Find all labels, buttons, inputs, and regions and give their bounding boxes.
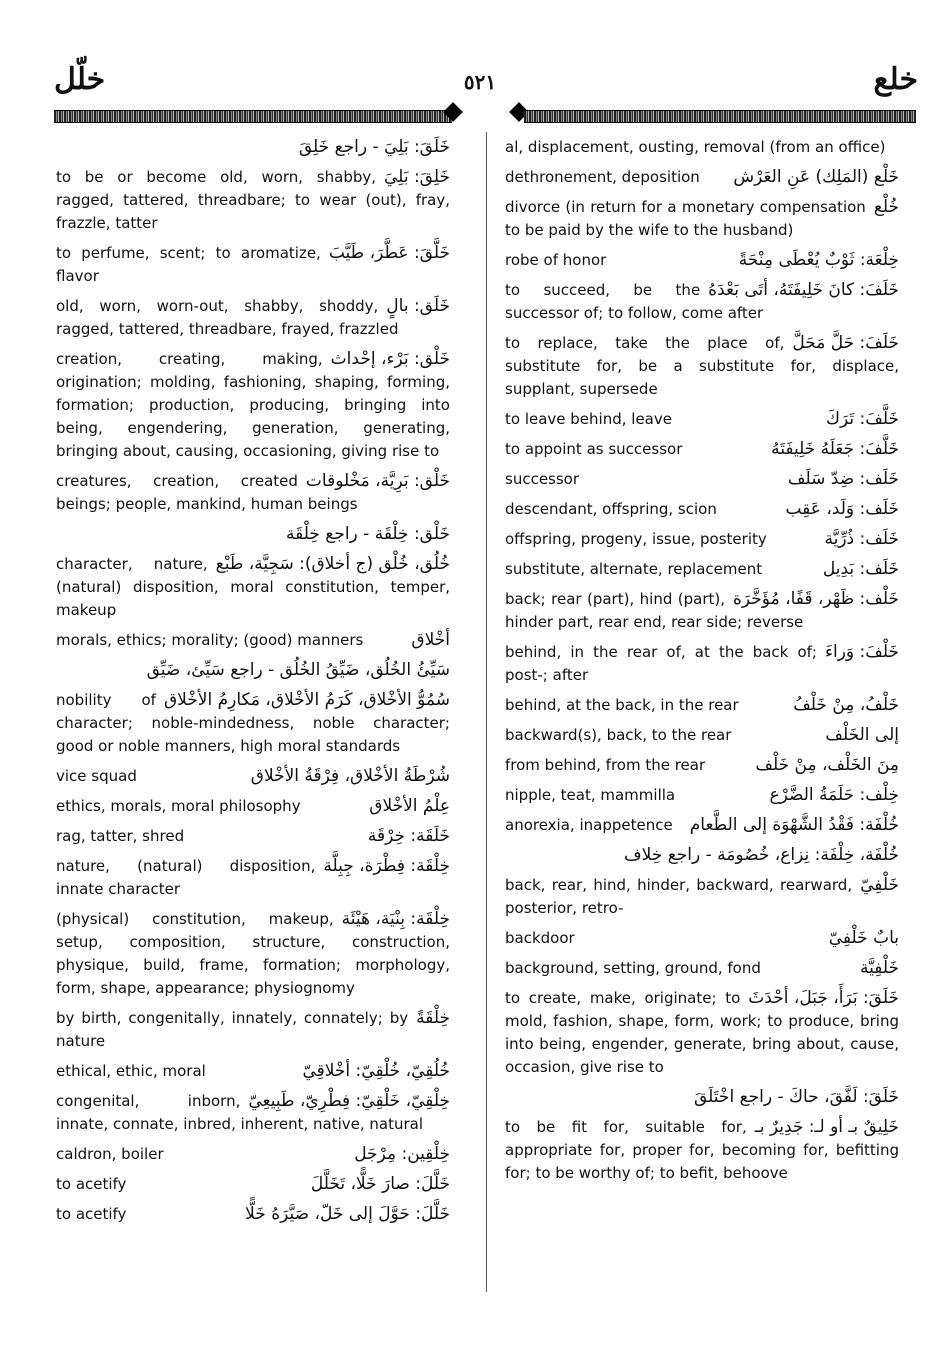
- dictionary-entry: [56, 295, 450, 341]
- english-definition: vice squad: [56, 767, 137, 785]
- dictionary-entry: [56, 553, 450, 622]
- dictionary-entry: [505, 784, 899, 807]
- dictionary-entry: [505, 927, 899, 950]
- english-definition: background, setting, ground, fond: [505, 959, 761, 977]
- arabic-headword: خَلَف: وَلَد، عَقِب: [785, 499, 899, 519]
- dictionary-entry: [56, 855, 450, 901]
- english-definition: to perfume, scent; to aromatize, flavor: [56, 244, 321, 285]
- header-rule-right: [524, 110, 916, 123]
- dictionary-entry: [56, 689, 450, 758]
- english-definition: to leave behind, leave: [505, 410, 672, 428]
- arabic-headword: خِلْقِيّ، خَلْقِيّ: فِطْرِيّ، طَبِيعِيّ: [248, 1091, 450, 1111]
- left-column: [56, 136, 450, 1233]
- dictionary-entry: [505, 468, 899, 491]
- dictionary-entry: [56, 470, 450, 516]
- dictionary-entry: [56, 908, 450, 1000]
- english-definition: backdoor: [505, 929, 575, 947]
- english-definition: rag, tatter, shred: [56, 827, 185, 845]
- arabic-headword: خَلْق: بَرِيَّة، مَخْلوقات: [305, 471, 450, 491]
- english-definition: back; rear (part), hind (part), hinder part, rear end, rear side; reverse: [505, 590, 804, 631]
- dictionary-entry: [505, 249, 899, 272]
- english-definition: to create, make, originate; to mold, fashion, shape, form, work; to produce, bring into being, engender, generate, bring about, cause, occasion, give rise to: [505, 989, 899, 1076]
- guide-word-right: خلع: [873, 62, 918, 97]
- dictionary-entry: [56, 1143, 450, 1166]
- english-definition: descendant, offspring, scion: [505, 500, 717, 518]
- arabic-headword: خَلَّفَ: تَرَكَ: [826, 409, 899, 429]
- arabic-headword: خَلْق: خِلْقَة - راجع خِلْقَة: [286, 524, 450, 544]
- arabic-headword: بابٌ خَلْفِيّ: [828, 928, 899, 948]
- arabic-headword: خَلَّفَ: جَعَلَهُ خَلِيفَتَهُ: [771, 439, 899, 459]
- english-definition: to replace, take the place of, substitute for, be a substitute for, displace, supplant, supersede: [505, 334, 899, 398]
- arabic-headword: خَلَق: بالٍ: [386, 296, 450, 316]
- english-definition: robe of honor: [505, 251, 607, 269]
- arabic-headword: خَلَفَ: حَلَّ مَحَلَّ: [792, 333, 899, 353]
- arabic-headword: خَلَقَة: خِرْقَة: [367, 826, 450, 846]
- dictionary-entry: [56, 1060, 450, 1083]
- arabic-headword: سُمُوُّ الأخْلاق، كَرَمُ الأخْلاق، مَكارِمُ الأخْلاق: [163, 690, 450, 710]
- dictionary-entry: [505, 166, 899, 189]
- right-column: [505, 136, 899, 1192]
- english-definition: offspring, progeny, issue, posterity: [505, 530, 767, 548]
- arabic-headword: سَيِّئُ الخُلُق، ضَيِّقُ الخُلُق - راجع سَيِّئ، ضَيِّق: [146, 660, 450, 680]
- arabic-headword: عِلْمُ الأخْلاق: [369, 796, 450, 816]
- english-definition: dethronement, deposition: [505, 168, 700, 186]
- english-definition: old, worn, worn-out, shabby, shoddy, ragged, tattered, threadbare, frayed, frazzled: [56, 297, 399, 338]
- dictionary-entry: [56, 136, 450, 159]
- dictionary-entry: [505, 724, 899, 747]
- dictionary-entry: [505, 498, 899, 521]
- dictionary-entry: [505, 558, 899, 581]
- arabic-headword: خَلْفِيّ: [860, 875, 899, 895]
- dictionary-entry: [505, 196, 899, 242]
- dictionary-entry: [505, 844, 899, 867]
- arabic-headword: إلى الخَلْف: [825, 725, 899, 745]
- arabic-headword: خَلَقَ: بَرَأَ، جَبَلَ، أحْدَثَ: [748, 988, 899, 1008]
- arabic-headword: خُلْفَة، خِلْفَة: نِزاع، خُصُومَة - راجع خِلاف: [624, 845, 899, 865]
- arabic-headword: خَلَف: ضِدّ سَلَف: [787, 469, 899, 489]
- english-definition: morals, ethics; morality; (good) manners: [56, 631, 364, 649]
- arabic-headword: خِلْقِين: مِرْجَل: [354, 1144, 450, 1164]
- dictionary-entry: [505, 957, 899, 980]
- dictionary-entry: [505, 438, 899, 461]
- page-number: ٥٢١: [463, 70, 497, 94]
- english-definition: (physical) constitution, makeup, setup, composition, structure, construction, physique, build, frame, formation; morphology, form, shape, appearance; physiognomy: [56, 910, 450, 997]
- header-rule-left: [54, 110, 452, 123]
- english-definition: backward(s), back, to the rear: [505, 726, 732, 744]
- dictionary-entry: [56, 242, 450, 288]
- arabic-headword: أخْلاق: [411, 630, 450, 650]
- arabic-headword: خُلُقِيّ، خُلْقِيّ: أخْلاقِيّ: [302, 1061, 450, 1081]
- dictionary-entry: [56, 629, 450, 652]
- english-definition: substitute, alternate, replacement: [505, 560, 763, 578]
- dictionary-entry: [505, 754, 899, 777]
- arabic-headword: خَلَف: ذُرِّيَّة: [824, 529, 899, 549]
- arabic-headword: خِلْف: حَلَمَةُ الضَّرْع: [769, 785, 899, 805]
- english-definition: to acetify: [56, 1205, 127, 1223]
- english-definition: anorexia, inappetence: [505, 816, 673, 834]
- english-definition: divorce (in return for a monetary compensation to be paid by the wife to the husband): [505, 198, 866, 239]
- dictionary-entry: [56, 1090, 450, 1136]
- dictionary-entry: [505, 694, 899, 717]
- english-definition: al, displacement, ousting, removal (from an office): [505, 138, 886, 156]
- english-definition: creation, creating, making, origination; molding, fashioning, shaping, forming, formation; production, producing, bringing into being, engendering, generation, generating, bringing about, causing, occasioning, giving rise to: [56, 350, 450, 460]
- arabic-headword: خَلْفُ، مِنْ خَلْفُ: [793, 695, 899, 715]
- arabic-headword: خِلْقَةً: [416, 1008, 450, 1028]
- english-definition: ethical, ethic, moral: [56, 1062, 206, 1080]
- english-definition: to succeed, be the successor of; to follow, come after: [505, 281, 764, 322]
- dictionary-entry: [505, 1086, 899, 1109]
- arabic-headword: خِلْقَة: بِنْيَة، هَيْئَة: [341, 909, 450, 929]
- arabic-headword: خَلِيقٌ بـ أو لـ: جَدِيرٌ بـ: [754, 1117, 899, 1137]
- arabic-headword: خَلَّلَ: حَوَّلَ إلى خَلّ، صَيَّرَهُ خَلًّا: [245, 1204, 450, 1224]
- english-definition: behind, in the rear of, at the back of; post-; after: [505, 643, 817, 684]
- arabic-headword: خُلْع: [873, 197, 899, 217]
- dictionary-entry: [56, 1173, 450, 1196]
- arabic-headword: خِلْعَة: ثَوْبٌ يُعْطَى مِنْحَةً: [738, 250, 899, 270]
- english-definition: to acetify: [56, 1175, 127, 1193]
- dictionary-entry: [505, 588, 899, 634]
- arabic-headword: خَلْف: ظَهْر، قَفًا، مُؤَخَّرَة: [733, 589, 899, 609]
- english-definition: nobility of character; noble-mindedness, noble character; good or noble manners, high moral standards: [56, 691, 450, 755]
- arabic-headword: خِلْقَة: فِطْرَة، جِبِلَّة: [323, 856, 450, 876]
- dictionary-entry: [505, 641, 899, 687]
- dictionary-entry: [505, 987, 899, 1079]
- english-definition: nature, (natural) disposition, innate character: [56, 857, 316, 898]
- dictionary-entry: [505, 136, 899, 159]
- dictionary-entry: [56, 659, 450, 682]
- english-definition: successor: [505, 470, 580, 488]
- arabic-headword: خَلَفَ: كانَ خَلِيفَتَهُ، أتَى بَعْدَهُ: [708, 280, 899, 300]
- english-definition: nipple, teat, mammilla: [505, 786, 676, 804]
- english-definition: ethics, morals, moral philosophy: [56, 797, 301, 815]
- guide-word-left: خلّل: [54, 62, 106, 97]
- arabic-headword: خَلِقَ: بَلِيَ: [384, 167, 450, 187]
- english-definition: creatures, creation, created beings; people, mankind, human beings: [56, 472, 358, 513]
- english-definition: back, rear, hind, hinder, backward, rearward, posterior, retro-: [505, 876, 853, 917]
- arabic-headword: خَلَّقَ: عَطَّرَ، طَيَّبَ: [328, 243, 450, 263]
- arabic-headword: خَلْفِيَّة: [860, 958, 899, 978]
- dictionary-entry: [505, 874, 899, 920]
- column-divider: [486, 132, 487, 1292]
- english-definition: congenital, inborn, innate, connate, inbred, inherent, native, natural: [56, 1092, 424, 1133]
- arabic-headword: خَلْفَ: وَراءَ: [824, 642, 899, 662]
- dictionary-entry: [56, 1007, 450, 1053]
- arabic-headword: خَلْع (المَلِك) عَنِ العَرْش: [733, 167, 899, 187]
- dictionary-entry: [56, 1203, 450, 1226]
- arabic-headword: خُلُق، خُلْق (ج أخلاق): سَجِيَّة، طَبْع: [215, 554, 450, 574]
- dictionary-entry: [56, 348, 450, 463]
- arabic-headword: خَلَّلَ: صارَ خَلًّا، تَخَلَّلَ: [310, 1174, 450, 1194]
- arabic-headword: خُلْفَة: فَقْدُ الشَّهْوَة إلى الطَّعام: [689, 815, 899, 835]
- english-definition: by birth, congenitally, innately, connately; by nature: [56, 1009, 409, 1050]
- dictionary-entry: [56, 825, 450, 848]
- english-definition: character, nature, (natural) disposition, moral constitution, temper, makeup: [56, 555, 450, 619]
- arabic-headword: شُرْطَةُ الأخْلاق، فِرْقَةُ الأخْلاق: [250, 766, 450, 786]
- arabic-headword: خَلْق: بَرْء، إحْداث: [330, 349, 450, 369]
- english-definition: to appoint as successor: [505, 440, 683, 458]
- dictionary-entry: [56, 523, 450, 546]
- dictionary-entry: [505, 814, 899, 837]
- arabic-headword: خَلَف: بَدِيل: [822, 559, 899, 579]
- english-definition: caldron, boiler: [56, 1145, 164, 1163]
- dictionary-entry: [505, 1116, 899, 1185]
- arabic-headword: خَلَقَ: بَلِيَ - راجع خَلِقَ: [298, 137, 450, 157]
- dictionary-entry: [56, 166, 450, 235]
- arabic-headword: مِنَ الخَلْف، مِنْ خَلْف: [755, 755, 899, 775]
- english-definition: from behind, from the rear: [505, 756, 706, 774]
- dictionary-entry: [505, 279, 899, 325]
- dictionary-entry: [505, 528, 899, 551]
- dictionary-entry: [505, 408, 899, 431]
- english-definition: to be or become old, worn, shabby, ragged, tattered, threadbare; to wear (out), fray, frazzle, tatter: [56, 168, 450, 232]
- dictionary-entry: [505, 332, 899, 401]
- english-definition: to be fit for, suitable for, appropriate for, proper for, becoming for, befitting for; to be worthy of; to befit, behoove: [505, 1118, 899, 1182]
- dictionary-entry: [56, 765, 450, 788]
- dictionary-entry: [56, 795, 450, 818]
- english-definition: behind, at the back, in the rear: [505, 696, 739, 714]
- arabic-headword: خَلَقَ: لَفَّقَ، حاكَ - راجع اخْتَلَقَ: [694, 1087, 899, 1107]
